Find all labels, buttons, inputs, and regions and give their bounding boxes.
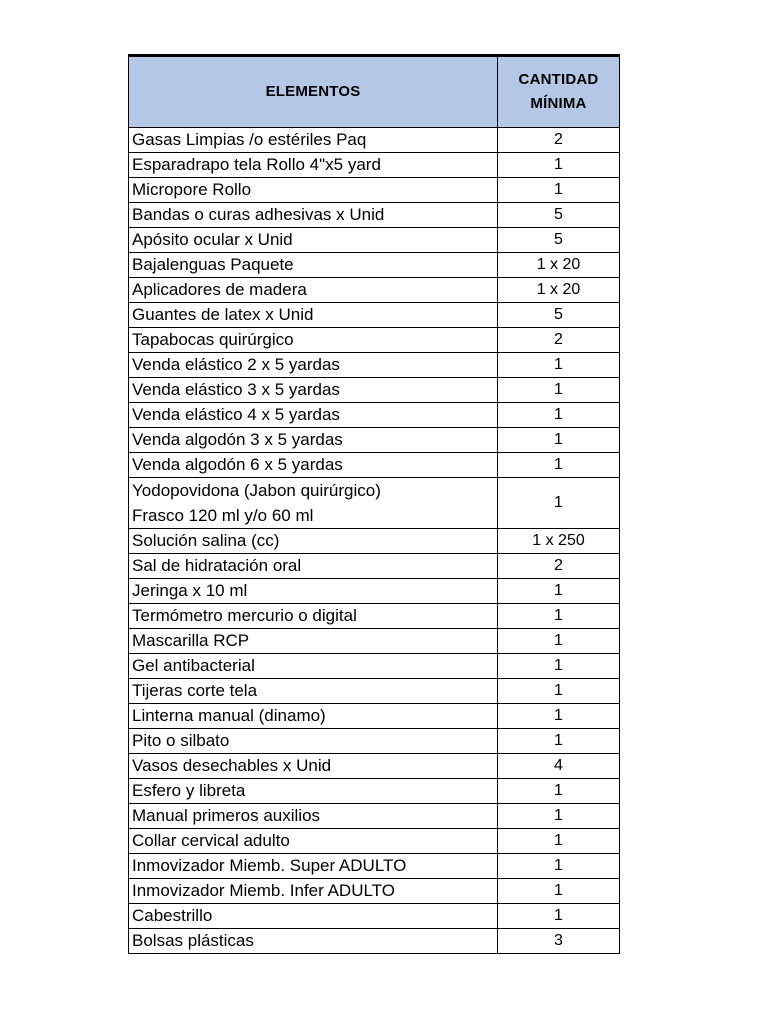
item-quantity-cell [498,929,620,954]
item-quantity: 2 [554,557,563,574]
item-quantity-cell [498,353,620,378]
item-name: Gasas Limpias /o estériles Paq [132,130,367,149]
item-name-cell [129,804,498,829]
item-quantity-cell [498,779,620,804]
table-row [129,854,620,879]
item-quantity-cell [498,328,620,353]
item-name-cell [129,453,498,478]
item-name-cell [129,729,498,754]
table-row [129,754,620,779]
item-name-cell [129,879,498,904]
item-name: Linterna manual (dinamo) [132,706,326,725]
item-quantity: 1 [554,782,563,799]
item-name: Tapabocas quirúrgico [132,330,294,349]
table-row [129,153,620,178]
item-quantity: 1 [554,732,563,749]
first-aid-supplies-table-container [128,54,619,954]
item-quantity-cell [498,879,620,904]
item-quantity: 1 [554,156,563,173]
item-name-cell [129,754,498,779]
item-name-cell [129,779,498,804]
item-name: Manual primeros auxilios [132,806,321,825]
table-body [129,128,620,954]
item-quantity: 4 [554,757,563,774]
table-row [129,604,620,629]
table-row [129,353,620,378]
item-name-cell [129,278,498,303]
item-name: Yodopovidona (Jabon quirúrgico) [132,481,381,500]
item-name-cell [129,303,498,328]
item-name-cell [129,153,498,178]
item-name-line2: Frasco 120 ml y/o 60 ml [132,506,314,525]
item-quantity: 3 [554,932,563,949]
item-quantity-cell [498,579,620,604]
item-quantity-cell [498,604,620,629]
item-quantity: 1 x 20 [536,281,581,298]
table-row [129,554,620,579]
table-row [129,579,620,604]
item-quantity-cell [498,679,620,704]
item-name: Bandas o curas adhesivas x Unid [132,205,385,224]
item-quantity-cell [498,128,620,153]
item-name-cell [129,478,498,529]
item-name-cell [129,704,498,729]
item-name: Apósito ocular x Unid [132,230,293,249]
item-quantity-cell [498,529,620,554]
item-name-cell [129,178,498,203]
item-name: Esfero y libreta [132,781,246,800]
header-elements-label: ELEMENTOS [265,83,361,100]
item-name: Venda elástico 2 x 5 yardas [132,355,340,374]
item-name-cell [129,403,498,428]
table-row [129,253,620,278]
item-quantity: 1 [554,832,563,849]
table-row [129,378,620,403]
item-quantity-cell [498,478,620,529]
item-name-cell [129,529,498,554]
item-name-cell [129,654,498,679]
table-row [129,679,620,704]
table-row [129,804,620,829]
table-row [129,704,620,729]
table-header-row [129,56,620,128]
item-name-cell [129,829,498,854]
item-quantity: 1 [554,406,563,423]
item-name-cell [129,904,498,929]
table-row [129,529,620,554]
item-name: Venda algodón 6 x 5 yardas [132,455,343,474]
table-row [129,453,620,478]
item-quantity: 2 [554,131,563,148]
item-quantity-cell [498,804,620,829]
item-quantity: 1 [554,857,563,874]
header-elements [129,56,498,128]
item-name-cell [129,253,498,278]
item-quantity: 5 [554,306,563,323]
table-row [129,128,620,153]
item-name: Bajalenguas Paquete [132,255,294,274]
item-name: Venda elástico 4 x 5 yardas [132,405,340,424]
item-name: Inmovizador Miemb. Super ADULTO [132,856,407,875]
item-name: Venda elástico 3 x 5 yardas [132,380,340,399]
table-row [129,428,620,453]
item-quantity-cell [498,253,620,278]
item-name-cell [129,328,498,353]
item-quantity: 1 [554,807,563,824]
table-row [129,654,620,679]
item-name: Inmovizador Miemb. Infer ADULTO [132,881,395,900]
item-name-cell [129,579,498,604]
table-row [129,629,620,654]
item-name: Bolsas plásticas [132,931,254,950]
item-quantity: 1 [554,632,563,649]
item-quantity-cell [498,754,620,779]
table-row [129,178,620,203]
item-quantity: 1 [554,882,563,899]
item-quantity: 1 [554,494,563,511]
header-quantity-line1: CANTIDAD [518,71,599,88]
item-quantity: 5 [554,231,563,248]
item-name: Gel antibacterial [132,656,255,675]
item-name-cell [129,353,498,378]
item-name: Collar cervical adulto [132,831,290,850]
item-quantity-cell [498,854,620,879]
item-quantity: 1 [554,181,563,198]
item-name-cell [129,929,498,954]
item-name: Vasos desechables x Unid [132,756,332,775]
item-quantity-cell [498,203,620,228]
item-name: Guantes de latex x Unid [132,305,314,324]
item-name: Solución salina (cc) [132,531,280,550]
item-name: Aplicadores de madera [132,280,307,299]
item-quantity: 1 [554,707,563,724]
table-row [129,328,620,353]
item-name: Sal de hidratación oral [132,556,302,575]
item-name: Venda algodón 3 x 5 yardas [132,430,343,449]
first-aid-supplies-table [128,54,620,954]
item-name-cell [129,203,498,228]
table-row [129,403,620,428]
table-row [129,478,620,529]
header-minimum-quantity [498,56,620,128]
table-row [129,779,620,804]
item-quantity: 1 [554,682,563,699]
table-row [129,729,620,754]
item-quantity-cell [498,554,620,579]
item-quantity-cell [498,228,620,253]
item-quantity-cell [498,729,620,754]
item-name-cell [129,679,498,704]
item-name-cell [129,604,498,629]
item-quantity-cell [498,829,620,854]
item-quantity: 2 [554,331,563,348]
item-quantity-cell [498,654,620,679]
item-quantity: 1 [554,582,563,599]
item-quantity: 1 x 250 [532,532,585,549]
item-quantity-cell [498,428,620,453]
item-quantity: 5 [554,206,563,223]
table-row [129,879,620,904]
item-quantity-cell [498,178,620,203]
item-quantity-cell [498,278,620,303]
table-row [129,904,620,929]
item-quantity: 1 x 20 [536,256,581,273]
item-quantity: 1 [554,381,563,398]
item-quantity: 1 [554,657,563,674]
item-name: Termómetro mercurio o digital [132,606,357,625]
table-row [129,929,620,954]
table-row [129,303,620,328]
item-quantity-cell [498,153,620,178]
item-quantity: 1 [554,356,563,373]
item-name-cell [129,128,498,153]
item-quantity-cell [498,403,620,428]
item-name: Tijeras corte tela [132,681,258,700]
item-quantity: 1 [554,607,563,624]
item-quantity-cell [498,303,620,328]
item-name: Cabestrillo [132,906,213,925]
item-name: Pito o silbato [132,731,230,750]
item-name: Micropore Rollo [132,180,252,199]
item-quantity-cell [498,629,620,654]
item-quantity-cell [498,704,620,729]
header-quantity-line2: MÍNIMA [530,95,587,112]
item-quantity: 1 [554,456,563,473]
item-name-cell [129,428,498,453]
item-name: Esparadrapo tela Rollo 4"x5 yard [132,155,381,174]
item-name-cell [129,854,498,879]
item-quantity-cell [498,904,620,929]
item-name-cell [129,554,498,579]
table-row [129,278,620,303]
item-name-cell [129,228,498,253]
item-name: Mascarilla RCP [132,631,250,650]
item-name-cell [129,378,498,403]
item-quantity: 1 [554,907,563,924]
item-quantity-cell [498,378,620,403]
item-name-cell [129,629,498,654]
table-row [129,203,620,228]
table-row [129,829,620,854]
item-quantity-cell [498,453,620,478]
table-row [129,228,620,253]
item-quantity: 1 [554,431,563,448]
item-name: Jeringa x 10 ml [132,581,248,600]
